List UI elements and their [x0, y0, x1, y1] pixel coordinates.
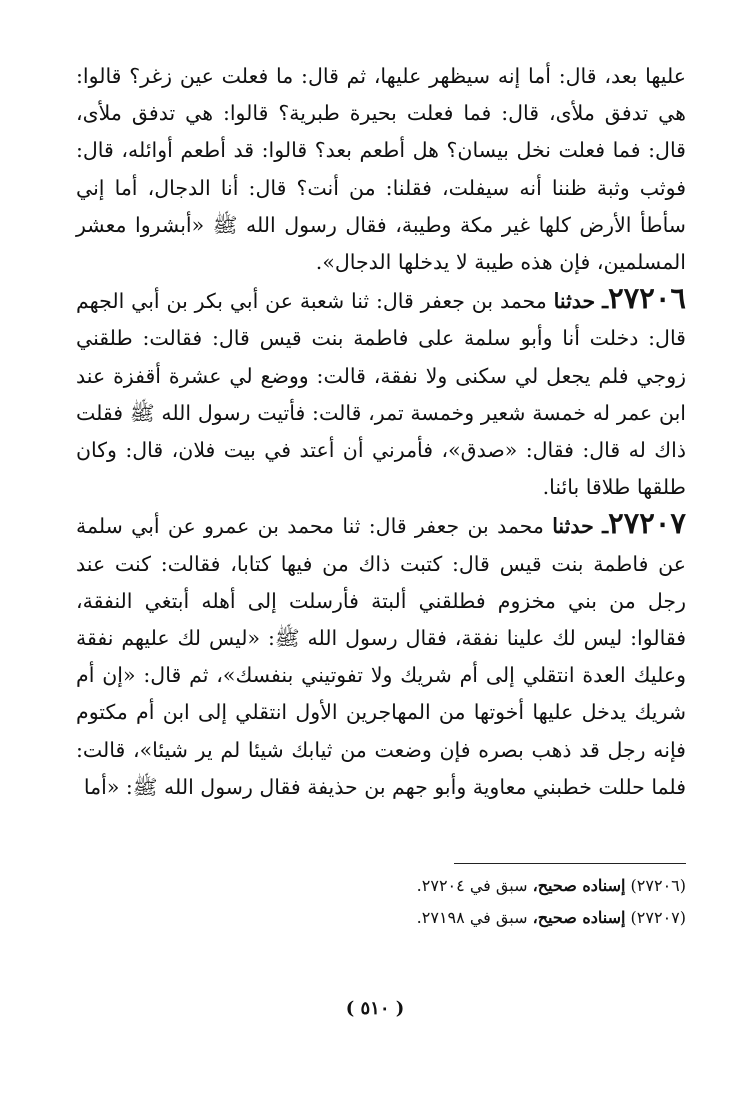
footnote-ref: (٢٧٢٠٦) — [630, 876, 686, 895]
footnote-note: سبق في ٢٧٢٠٤. — [416, 876, 528, 895]
footnote-note: سبق في ٢٧١٩٨. — [416, 908, 528, 927]
footnotes — [76, 870, 686, 934]
footnote — [76, 902, 686, 934]
hadith-text: محمد بن جعفر قال: ثنا شعبة عن أبي بكر بن أبي الجهم قال: دخلت أنا وأبو سلمة على فاطمة بنت قيس قال: فقالت: طلقني زوجي فلم يجعل لي سكنى ولا نفقة، قالت: ووضع لي عشرة أقفزة عند ابن عمر له خمسة شعير وخمسة تمر، قالت: فأتيت رسول الله ﷺ فقلت ذاك له قال: فقال: «صدق»، فأمرني أن أعتد في بيت فلان، قال: وكان طلقها طلاقا بائنا. — [76, 289, 686, 500]
continuation-paragraph: عليها بعد، قال: أما إنه سيظهر عليها، ثم قال: ما فعلت عين زغر؟ قالوا: هي تدفق ملأى، قال: فما فعلت بحيرة طبرية؟ قالوا: هي تدفق ملأى، قال: فما فعلت نخل بيسان؟ هل أطعم بعد؟ قالوا: قد أطعم أوائله، قال: فوثب وثبة ظننا أنه سيفلت، فقلنا: من أنت؟ قال: أنا الدجال، أما إني سأطأ الأرض كلها غير مكة وطيبة، فقال رسول الله ﷺ «أبشروا معشر المسلمين، فإن هذه طيبة لا يدخلها الدجال». — [76, 64, 686, 275]
footnote — [76, 870, 686, 902]
hadith-dash: ـ — [602, 514, 609, 539]
main-text-block — [76, 58, 686, 806]
hadith-27207 — [76, 508, 686, 806]
hadith-27206 — [76, 283, 686, 506]
footnote-grade: إسناده صحيح، — [532, 908, 626, 927]
hadith-number: ٢٧٢٠٦ — [608, 281, 686, 316]
page-number: ( ٥١٠ ) — [345, 998, 405, 1019]
hadith-number: ٢٧٢٠٧ — [608, 506, 686, 541]
hadith-dash: ـ — [602, 289, 609, 314]
hadith-text: محمد بن جعفر قال: ثنا محمد بن عمرو عن أبي سلمة عن فاطمة بنت قيس قال: كتبت ذاك من فيها كتابا، فقالت: كنت عند رجل من بني مخزوم فطلقني ألبتة فأرسلت إلى أهله أبتغي النفقة، فقالوا: ليس لك علينا نفقة، فقال رسول الله ﷺ: «ليس لك عليهم نفقة وعليك العدة انتقلي إلى أم شريك ولا تفوتيني بنفسك»، ثم قال: «إن أم شريك يدخل عليها أخوتها من المهاجرين الأول انتقلي إلى ابن أم مكتوم فإنه رجل قد ذهب بصره فإن وضعت من ثيابك شيئا لم ير شيئا»، قالت: فلما حللت خطبني معاوية وأبو جهم بن حذيفة فقال رسول الله ﷺ: «أما — [76, 514, 686, 799]
haddathana-word: حدثنا — [553, 289, 596, 314]
footnote-ref: (٢٧٢٠٧) — [630, 908, 686, 927]
haddathana-word: حدثنا — [552, 514, 594, 539]
footnote-divider — [454, 863, 686, 864]
footnote-grade: إسناده صحيح، — [532, 876, 626, 895]
